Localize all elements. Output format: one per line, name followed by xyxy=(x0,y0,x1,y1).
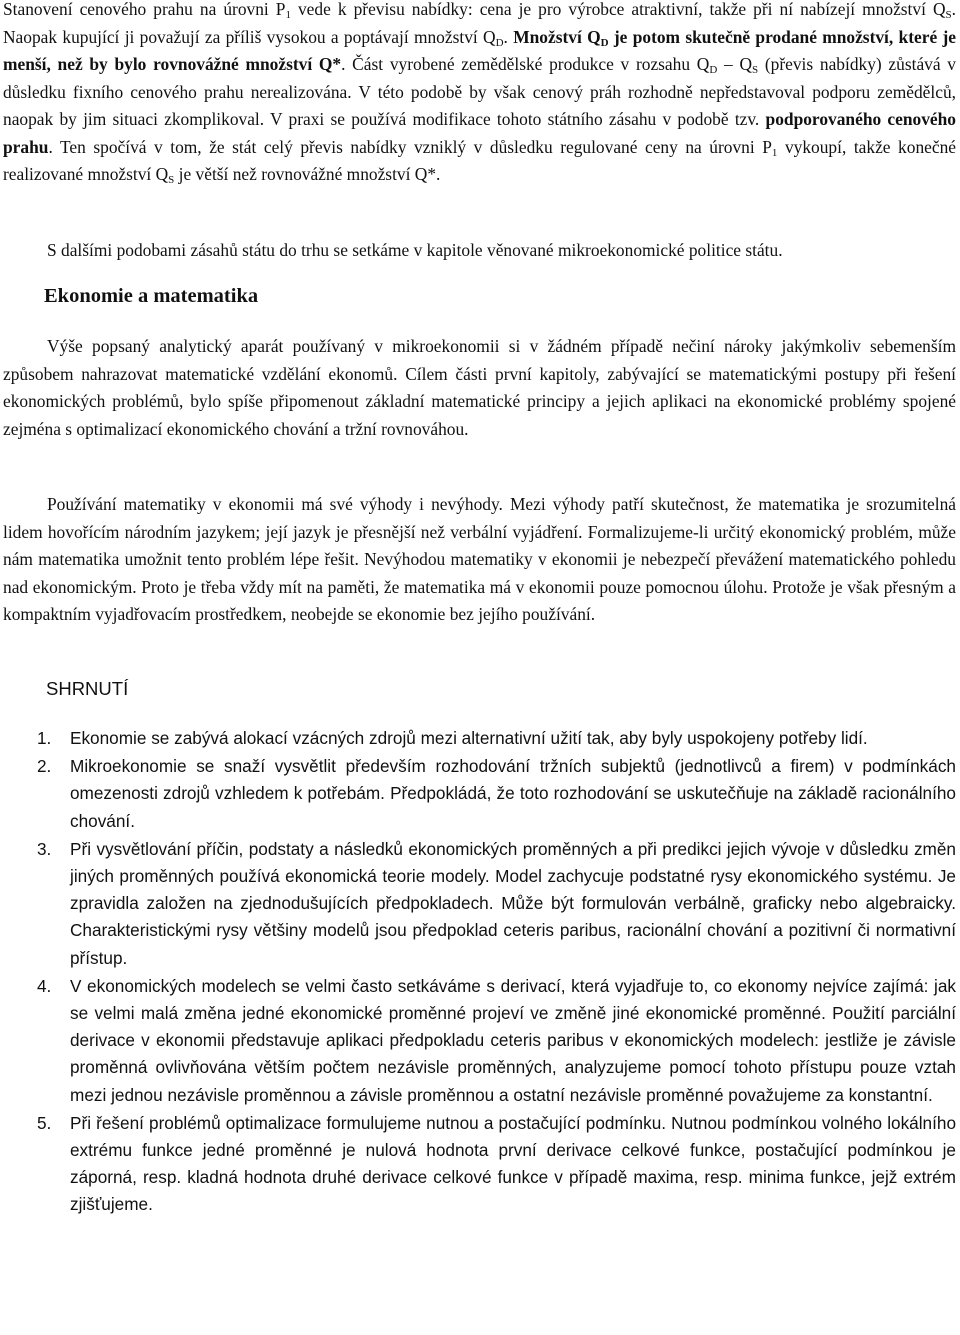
summary-heading: SHRNUTÍ xyxy=(46,678,129,699)
subscript: S xyxy=(945,9,952,21)
text: vede k převisu nabídky: cena je pro výrobce atraktivní, takže při ní nabízejí množství Q xyxy=(290,0,946,19)
text: . xyxy=(503,26,514,47)
list-item-text: Při vysvětlování příčin, podstaty a následků ekonomických proměnných a při predikci jejich vývoje v důsledku změn jiných proměnných používá ekonomická teorie modely. Model zachycuje podstatné rysy ekonomického systému. Je zpravidla založen na zjednodušujících předpokladech. Může být formulován verbálně, graficky nebo algebraicky. Charakteristickými rysy většiny modelů jsou předpoklad ceteris paribus, racionální chování a pozitivní či normativní přístup. xyxy=(70,838,956,968)
list-item-text: V ekonomických modelech se velmi často setkáváme s derivací, která vyjadřuje to, co ekonomy nejvíce zajímá: jak se velmi malá změna jedné ekonomické proměnné projeví ve změně jiné ekonomické proměnné. Použití parciální derivace v ekonomii představuje aplikaci předpokladu ceteris paribus v ekonomických modelech: jestliže je závisle proměnná ovlivňována větším počtem nezávisle proměnných, analyzujeme pomocí tohoto přístupu pouze vztah mezi jednou nezávisle proměnnou a závisle proměnnou a ostatní nezávisle proměnné považujeme za konstantní. xyxy=(70,975,956,1105)
text: vykoupí, takže konečné realizované množství Q xyxy=(3,136,956,184)
list-item xyxy=(0,753,956,835)
text: . Část vyrobené zemědělské produkce v rozsahu Q xyxy=(341,54,710,74)
list-item xyxy=(0,836,956,972)
list-number: 5. xyxy=(37,1112,52,1133)
list-item-text: Ekonomie se zabývá alokací vzácných zdrojů mezi alternativní užití tak, aby byly uspokojeny potřeby lidí. xyxy=(70,728,868,748)
list-number: 3. xyxy=(37,838,52,859)
paragraph-math-in-economics: Používání matematiky v ekonomii má své výhody i nevýhody. Mezi výhody patří skutečnost, že matematika je srozumitelná lidem hovořícím národním jazykem; její jazyk je přesnější než verbální vyjádření. Formalizujeme-li určitý ekonomický problém, může nám matematika umožnit tento problém lépe řešit. Nevýhodou matematiky v ekonomii je nebezpečí převážení matematického pohledu nad ekonomickým. Proto je třeba vždy mít na paměti, že matematika má v ekonomii pouze pomocnou úlohu. Protože je však přesným a kompaktním vyjadřovacím prostředkem, neobejde se ekonomie bez jejího používání. xyxy=(3,494,956,624)
list-item xyxy=(0,1110,956,1219)
list-item-text: Při řešení problémů optimalizace formulujeme nutnou a postačující podmínku. Nutnou podmínkou volného lokálního extrému funkce jedné proměnné je nulová hodnota první derivace celkové funkce, postačující podmínkou je záporná, resp. kladná hodnota druhé derivace celkové funkce v případě maxima, resp. minima funkce, jejž extrém zjišťujeme. xyxy=(70,1112,956,1215)
paragraph-state-interventions: S dalšími podobami zásahů státu do trhu se setkáme v kapitole věnované mikroekonomické politice státu. xyxy=(47,240,783,260)
subscript: S xyxy=(168,174,175,186)
subscript: D xyxy=(709,64,718,76)
subscript: D xyxy=(495,36,504,49)
bold-term: podporovaného cenového prahu xyxy=(3,109,957,157)
subscript: D xyxy=(600,36,609,49)
text: – Q xyxy=(717,54,753,74)
list-item xyxy=(0,725,956,752)
text: . Naopak kupující ji považují za příliš vysokou a poptávají množství Q xyxy=(3,0,956,47)
subscript: S xyxy=(752,64,759,76)
summary-list xyxy=(0,725,956,1220)
list-number: 4. xyxy=(37,975,52,996)
list-number: 2. xyxy=(37,756,52,777)
text: Stanovení cenového prahu na úrovni P xyxy=(3,0,286,19)
paragraph-analytical-apparatus: Výše popsaný analytický aparát používaný v mikroekonomii si v žádném případě nečiní nároky jakýmkoliv sebemenším způsobem nahrazovat matematické vzdělání ekonomů. Cílem části první kapitoly, zabývající se matematickými postupy při řešení ekonomických problémů, bylo spíše připomenout základní matematické principy a jejich aplikaci na ekonomické problémy spojené zejména s optimalizací ekonomického chování a tržní rovnováhou. xyxy=(3,336,956,439)
text: Množství Q xyxy=(513,26,601,47)
text: . Ten spočívá v tom, že stát celý převis nabídky vzniklý v důsledku regulované ceny na úrovni P xyxy=(48,136,772,157)
text: (převis nabídky) zůstává v důsledku fixního cenového prahu nerealizována. V této podobě by však cenový práh rozhodně nepředstavoval podporu zemědělců, naopak by jim situaci zkomplikoval. V praxi se používá modifikace tohoto státního zásahu v podobě tzv. xyxy=(3,54,957,129)
list-number: 1. xyxy=(37,728,52,748)
subscript: 1 xyxy=(285,9,291,21)
subscript: 1 xyxy=(771,146,778,159)
text: je větší než rovnovážné množství Q*. xyxy=(174,164,441,184)
list-item xyxy=(0,973,956,1109)
section-heading: Ekonomie a matematika xyxy=(44,285,259,307)
paragraph-price-floor xyxy=(3,0,956,189)
text: je potom skutečně prodané množství, které je menší, než by bylo rovnovážné množství Q* xyxy=(3,26,956,74)
list-item-text: Mikroekonomie se snaží vysvětlit především rozhodování tržních subjektů (jednotlivců a firem) v podmínkách omezenosti zdrojů vzhledem k potřebám. Předpokládá, že toto rozhodování se uskutečňuje na základě racionálního chování. xyxy=(70,756,956,831)
